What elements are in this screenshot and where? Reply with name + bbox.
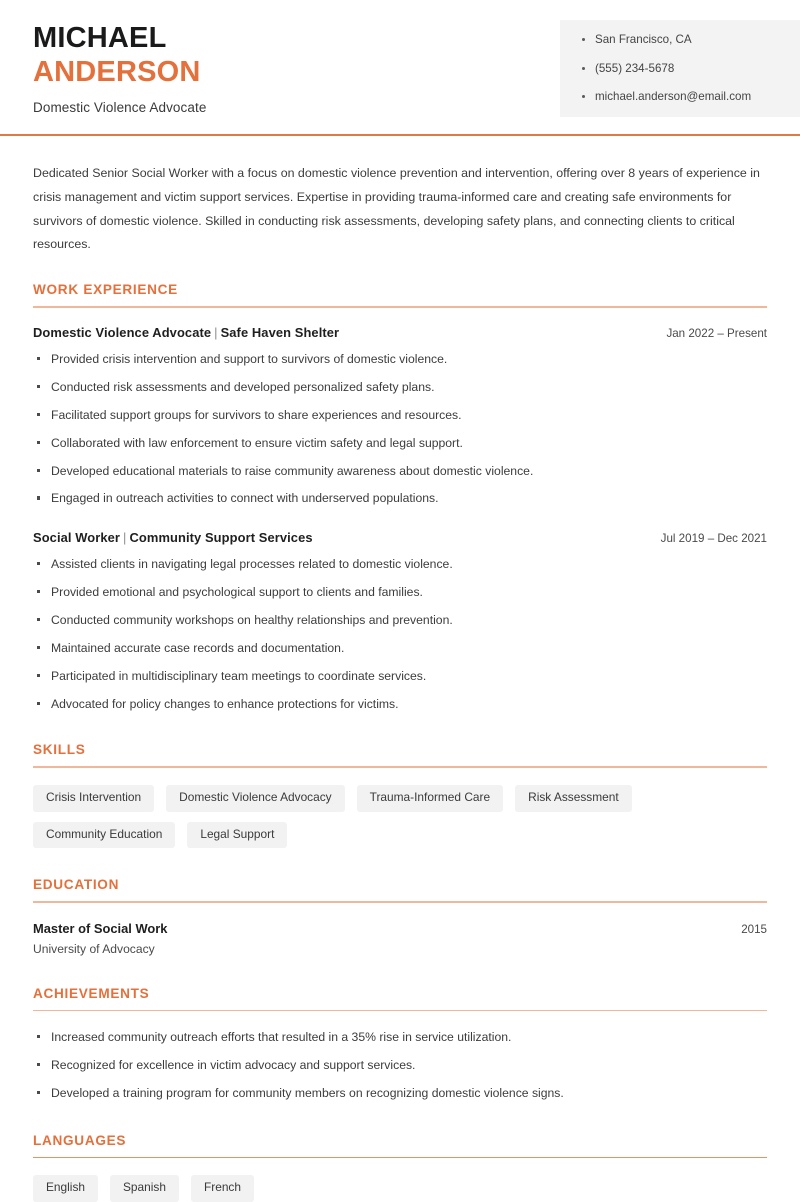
first-name: MICHAEL (33, 22, 167, 54)
experience-date: Jul 2019 – Dec 2021 (660, 531, 767, 545)
section-skills (33, 742, 767, 848)
section-divider-achievements (33, 1010, 767, 1011)
headline-job-title: Domestic Violence Advocate (33, 100, 207, 116)
title-separator: | (123, 529, 127, 545)
last-name: ANDERSON (33, 55, 201, 88)
language-tag: English (33, 1175, 98, 1202)
list-item: Recognized for excellence in victim advocacy and support services. (33, 1057, 767, 1073)
section-education (33, 877, 767, 955)
skill-tag: Crisis Intervention (33, 785, 154, 812)
list-item: Conducted risk assessments and developed personalized safety plans. (33, 379, 767, 395)
section-title-skills: SKILLS (33, 742, 86, 758)
list-item: Developed educational materials to raise community awareness about domestic violence. (33, 463, 767, 479)
professional-summary: Dedicated Senior Social Worker with a focus on domestic violence prevention and intervention, offering over 8 years of experience in crisis management and victim support services. Expertise in providing trauma-informed care and creating safe environments for survivors of domestic violence. Skilled in conducting risk assessments, developing safety plans, and connecting clients to critical resources. (33, 166, 760, 252)
section-title-education: EDUCATION (33, 877, 120, 893)
full-name (33, 22, 206, 89)
education-year: 2015 (741, 922, 767, 936)
contact-list (582, 34, 800, 103)
section-achievements (33, 986, 767, 1102)
skill-tag: Trauma-Informed Care (357, 785, 504, 812)
experience-entry (33, 530, 767, 712)
experience-date: Jan 2022 – Present (666, 326, 767, 340)
section-title-languages: LANGUAGES (33, 1132, 127, 1148)
skill-tag: Community Education (33, 822, 175, 849)
resume-header (0, 0, 800, 136)
achievements-list (33, 1029, 767, 1101)
list-item: Collaborated with law enforcement to ensure victim safety and legal support. (33, 435, 767, 451)
identity-block (0, 0, 206, 115)
experience-entry (33, 325, 767, 507)
section-title-work-experience: WORK EXPERIENCE (33, 282, 178, 298)
skills-tag-list (33, 785, 767, 849)
list-item: Assisted clients in navigating legal processes related to domestic violence. (33, 556, 767, 572)
experience-title (33, 530, 313, 545)
skill-tag: Legal Support (187, 822, 287, 849)
list-item: Conducted community workshops on healthy relationships and prevention. (33, 612, 767, 628)
skill-tag: Domestic Violence Advocacy (166, 785, 344, 812)
experience-company: Community Support Services (129, 529, 313, 545)
education-degree: Master of Social Work (33, 920, 168, 936)
skill-tag: Risk Assessment (515, 785, 632, 812)
list-item: Increased community outreach efforts that resulted in a 35% rise in service utilization. (33, 1029, 767, 1045)
list-item: Provided emotional and psychological support to clients and families. (33, 584, 767, 600)
section-title-achievements: ACHIEVEMENTS (33, 985, 150, 1001)
contact-item-email[interactable]: michael.anderson@email.com (582, 91, 800, 103)
contact-box (560, 20, 800, 117)
section-divider-education (33, 901, 767, 902)
language-tag: Spanish (110, 1175, 179, 1202)
section-work-experience (33, 282, 767, 712)
education-school: University of Advocacy (33, 941, 155, 956)
contact-item-phone[interactable]: (555) 234-5678 (582, 63, 800, 75)
language-tag: French (191, 1175, 254, 1202)
list-item: Advocated for policy changes to enhance protections for victims. (33, 696, 767, 712)
list-item: Provided crisis intervention and support to survivors of domestic violence. (33, 351, 767, 367)
education-entry (33, 921, 767, 956)
experience-bullets (33, 351, 767, 507)
list-item: Developed a training program for community members on recognizing domestic violence signs. (33, 1085, 767, 1101)
title-separator: | (214, 324, 218, 340)
list-item: Facilitated support groups for survivors to share experiences and resources. (33, 407, 767, 423)
list-item: Engaged in outreach activities to connect with underserved populations. (33, 490, 767, 506)
section-languages (33, 1133, 767, 1202)
experience-title (33, 325, 339, 340)
list-item: Participated in multidisciplinary team meetings to coordinate services. (33, 668, 767, 684)
experience-role: Domestic Violence Advocate (33, 324, 212, 340)
resume-body (0, 162, 800, 1202)
section-divider-skills (33, 766, 767, 767)
experience-bullets (33, 556, 767, 712)
header-divider (0, 134, 800, 136)
experience-company: Safe Haven Shelter (220, 324, 340, 340)
section-divider-languages (33, 1157, 767, 1158)
section-divider-work-experience (33, 306, 767, 307)
contact-item-location: San Francisco, CA (582, 34, 800, 46)
list-item: Maintained accurate case records and documentation. (33, 640, 767, 656)
languages-tag-list (33, 1175, 767, 1202)
experience-role: Social Worker (33, 529, 121, 545)
